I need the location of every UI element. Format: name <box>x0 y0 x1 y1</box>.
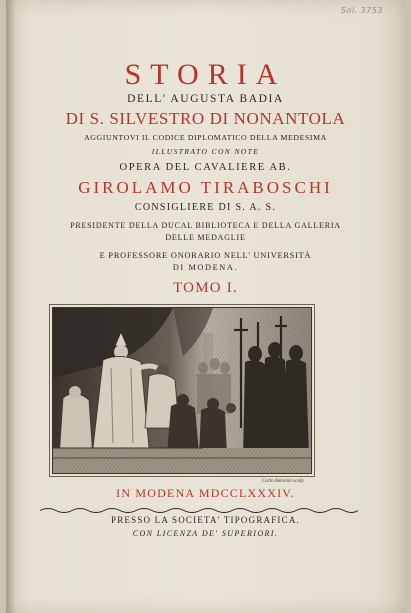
volume-label: TOMO I. <box>173 280 238 296</box>
printer-line: PRESSO LA SOCIETA' TIPOGRAFICA. <box>111 515 300 525</box>
author-role-4: E PROFESSORE ONORARIO NELL' UNIVERSITÀ <box>99 251 312 260</box>
author-role-3: DELLE MEDAGLIE <box>165 233 246 242</box>
author-role-2: PRESIDENTE DELLA DUCAL BIBLIOTECA E DELLA GALLERIA <box>70 221 341 230</box>
author-name: GIROLAMO TIRABOSCHI <box>78 178 333 197</box>
frontispiece-engraving <box>52 307 312 484</box>
subtitle-line-1: DELL' AUGUSTA BADIA <box>127 93 284 105</box>
subtitle-line-4: ILLUSTRATO CON NOTE <box>151 147 260 156</box>
imprint-line: IN MODENA MDCCLXXXIV. <box>116 486 295 500</box>
author-role-1: CONSIGLIERE DI S. A. S. <box>134 202 277 213</box>
subtitle-line-3: AGGIUNTOVI IL CODICE DIPLOMATICO DELLA MEDESIMA <box>84 133 327 142</box>
author-intro: OPERA DEL CAVALIERE AB. <box>119 162 292 173</box>
ornamental-rule <box>40 506 358 514</box>
book-title: STORIA <box>124 58 287 91</box>
engraving-illustration <box>53 308 311 473</box>
shelfmark-annotation: Sol. 3753 <box>340 6 383 15</box>
license-line: CON LICENZA DE' SUPERIORI. <box>132 529 279 538</box>
author-role-5: DI MODENA. <box>172 263 239 272</box>
subtitle-line-2: DI S. SILVESTRO DI NONANTOLA <box>65 109 346 128</box>
engraver-signature: Carlo Antonini sculp. <box>261 479 305 484</box>
